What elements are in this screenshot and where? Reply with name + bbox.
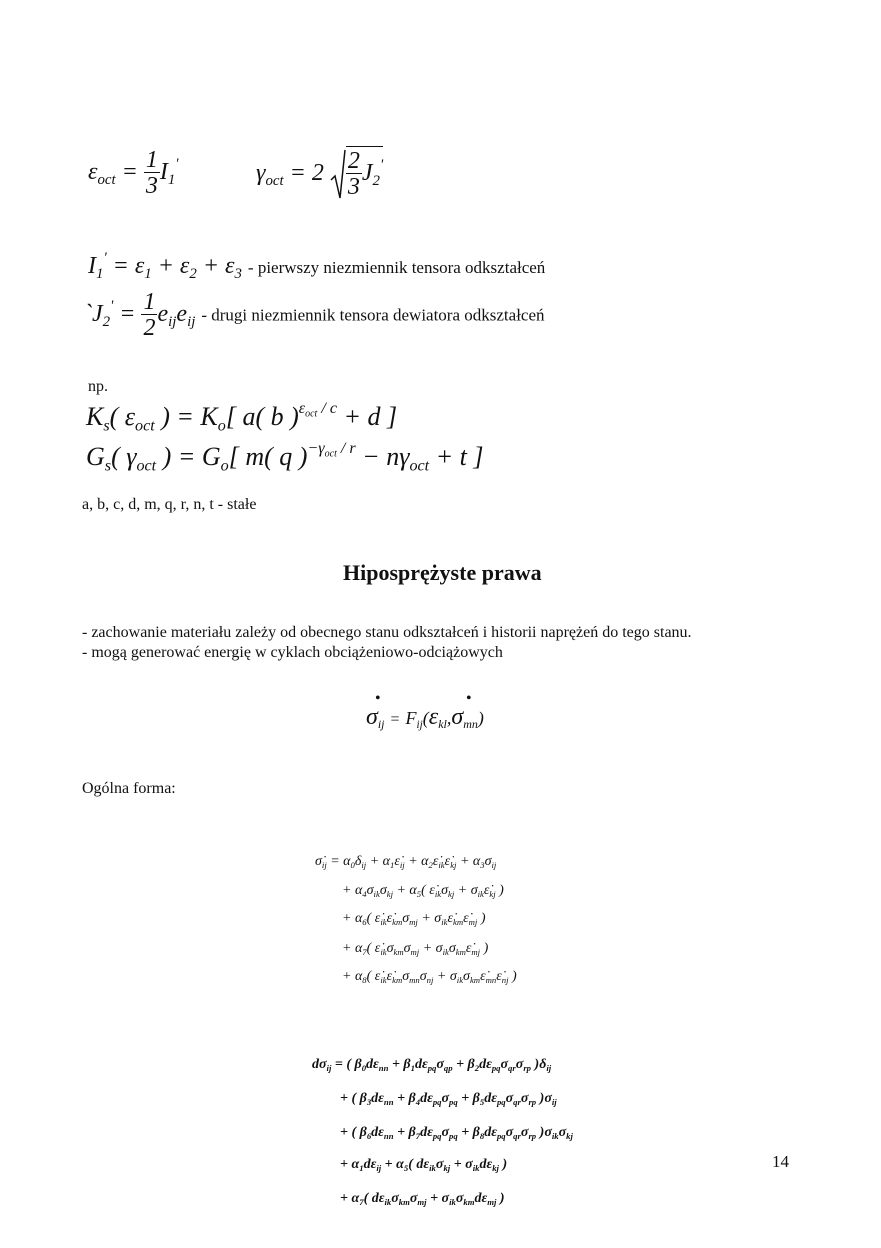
ks-formula: $K_s$( $\varepsilon_{oct}$ ) = $K_o$[ a( b )$^{\varepsilon_{oct} / c}$ + d ] [86, 400, 398, 435]
constants-note: a, b, c, d, m, q, r, n, t - stałe [82, 496, 257, 513]
sigma-dot-equation-line-1: $\sigmȧ_{ij} = \alpha_0\delta_{ij}$ + $\alpha_1\varepsiloṅ_{ij}$ + $\alpha_2\varepsiloṅ_{ik}\varepsiloṅ_{kj} + \alpha_3\sigma_{ij}$ [315, 854, 497, 871]
section-heading: Hiposprężyste prawa [343, 560, 542, 585]
first-invariant-formula: $I_1' = \varepsilon_1 + \varepsilon_2 + \varepsilon_3$ - pierwszy niezmiennik tensora odkształceń [88, 250, 546, 283]
dot-epsilon: • [466, 690, 472, 707]
bullet-2: - mogą generować energię w cyklach obciążeniowo-odciążowych [82, 644, 503, 661]
bullet-1: - zachowanie materiału zależy od obecnego stanu odkształceń i historii naprężeń do tego stanu. [82, 624, 692, 641]
d-sigma-equation-line-3: + ( $\beta_6d\varepsilon_{nn} + \beta_7d\varepsilon_{pq}\sigma_{pq} + \beta_8d\varepsilon_{pq}\sigma_{qr}\sigma_{rp}$ )$\sigma_{ik}\sigma_{kj}$ [340, 1125, 573, 1142]
d-sigma-equation-line-1: $d\sigma_{ij}$ = ( $\beta_0d\varepsilon_{nn} + \beta_1d\varepsilon_{pq}\sigma_{qp} + \beta_2d\varepsilon_{pq}\sigma_{qr}\sigma_{rp}$ )$\delta_{ij}$ [312, 1057, 552, 1074]
general-form-label: Ogólna forma: [82, 780, 176, 797]
d-sigma-equation-line-5: + $\alpha_7$( $d\varepsilon_{ik}\sigma_{km}\sigma_{mj} + \sigma_{ik}\sigma_{km}d\varepsilon_{mj}$ ) [340, 1191, 505, 1208]
d-sigma-equation-line-2: + ( $\beta_3d\varepsilon_{nn} + \beta_4d\varepsilon_{pq}\sigma_{pq} + \beta_5d\varepsilon_{pq}\sigma_{qr}\sigma_{rp}$ )$\sigma_{ij}$ [340, 1091, 557, 1108]
sigma-dot-equation-line-2: + $\alpha_4\sigma_{ik}\sigma_{kj} + \alpha_5$( $\varepsiloṅ_{ik}\sigma_{kj}$ + $\sigma_{ik}\varepsiloṅ_{kj}$ ) [342, 883, 504, 900]
dot-sigma: • [375, 690, 381, 707]
sqrt-icon [330, 148, 346, 200]
sigma-dot-equation-line-4: + $\alpha_7$( $\varepsiloṅ_{ik}\sigma_{km}\sigma_{mj}$ + $\sigma_{ik}\sigma_{km}\varepsiloṅ_{mj}$ ) [342, 941, 489, 958]
hypoelastic-equation: $\sigma_{ij} = F_{ij}(\varepsilon_{kl},\sigma_{mn})$ [366, 704, 484, 732]
gs-formula: $G_s$( $\gamma_{oct}$ ) = $G_o$[ m( q )$^{-\gamma_{oct} / r} - n\gamma_{oct} + t$ ] [86, 440, 484, 475]
second-invariant-formula: $`J_2'$ = $\frac{1}{2}$ $e_{ij}e_{ij}$ - drugi niezmiennik tensora dewiatora odkształceń [84, 289, 545, 341]
np-label: np. [88, 378, 108, 395]
page-number: 14 [772, 1152, 789, 1171]
epsilon-oct-formula: $\varepsilon_{oct}$ = $\frac{1}{3}$ $I_1'$ [88, 147, 179, 199]
first-invariant-description: - pierwszy niezmiennik tensora odkształceń [247, 258, 546, 278]
sigma-dot-equation-line-5: + $\alpha_8$( $\varepsiloṅ_{ik}\varepsiloṅ_{km}\sigma_{mn}\sigma_{nj}$ + $\sigma_{ik}\sigma_{km}\varepsiloṅ_{mn}\varepsiloṅ_{nj}$ ) [342, 969, 517, 986]
d-sigma-equation-line-4: + $\alpha_1d\varepsilon_{ij} + \alpha_5$( $d\varepsilon_{ik}\sigma_{kj} + \sigma_{ik}d\varepsilon_{kj}$ ) [340, 1157, 508, 1174]
second-invariant-description: - drugi niezmiennik tensora dewiatora odkształceń [201, 305, 545, 325]
sigma-dot-equation-line-3: + $\alpha_6$( $\varepsiloṅ_{ik}\varepsiloṅ_{km}\sigma_{mj}$ + $\sigma_{ik}\varepsiloṅ_{km}\varepsiloṅ_{mj}$ ) [342, 911, 486, 928]
gamma-oct-formula: $\gamma_{oct} = 2$ $\frac{2}{3}$ $J_2'$ [256, 148, 384, 200]
